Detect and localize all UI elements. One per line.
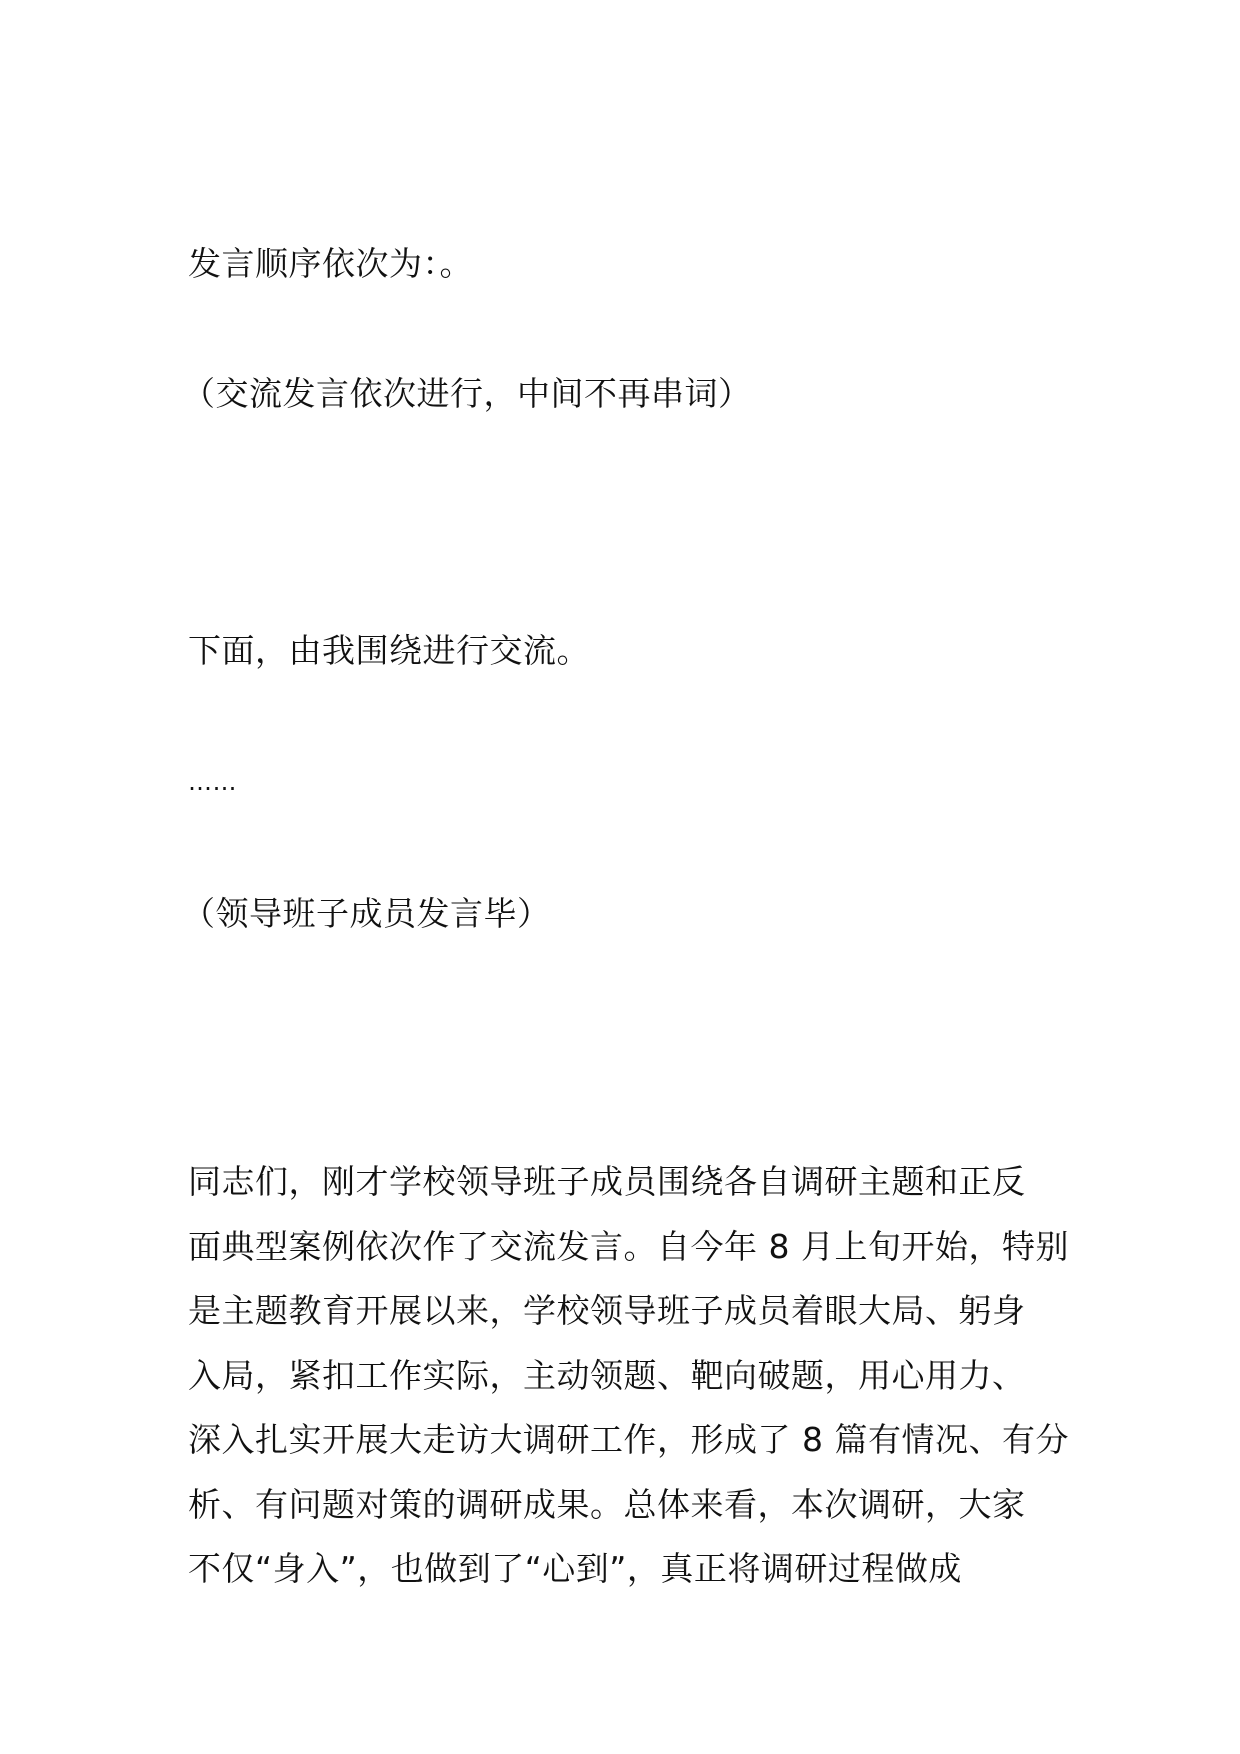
paragraph-line: 同志们，刚才学校领导班子成员围绕各自调研主题和正反: [188, 1162, 1026, 1201]
paragraph-line: 不仅“身入”，也做到了“心到”，真正将调研过程做成: [188, 1549, 962, 1588]
paragraph-line: 面典型案例依次作了交流发言。自今年 8 月上旬开始，特别: [188, 1226, 1069, 1266]
paragraph-line: 析、有问题对策的调研成果。总体来看，本次调研，大家: [188, 1484, 1026, 1524]
speech-end-note-line: （领导班子成员发言毕）: [182, 894, 551, 933]
speaking-order-line: 发言顺序依次为：。: [188, 244, 473, 283]
intro-line: 下面，由我围绕进行交流。: [188, 631, 590, 670]
paragraph-line: 是主题教育开展以来，学校领导班子成员着眼大局、躬身: [188, 1291, 1026, 1330]
summary-paragraph: [188, 1150, 1069, 1602]
paragraph-line: 深入扎实开展大走访大调研工作，形成了 8 篇有情况、有分: [188, 1420, 1069, 1459]
ellipsis-line: ……: [188, 768, 237, 796]
paragraph-line: 入局，紧扣工作实际，主动领题、靶向破题，用心用力、: [188, 1355, 1026, 1395]
exchange-note-line: （交流发言依次进行，中间不再串词）: [182, 374, 752, 413]
